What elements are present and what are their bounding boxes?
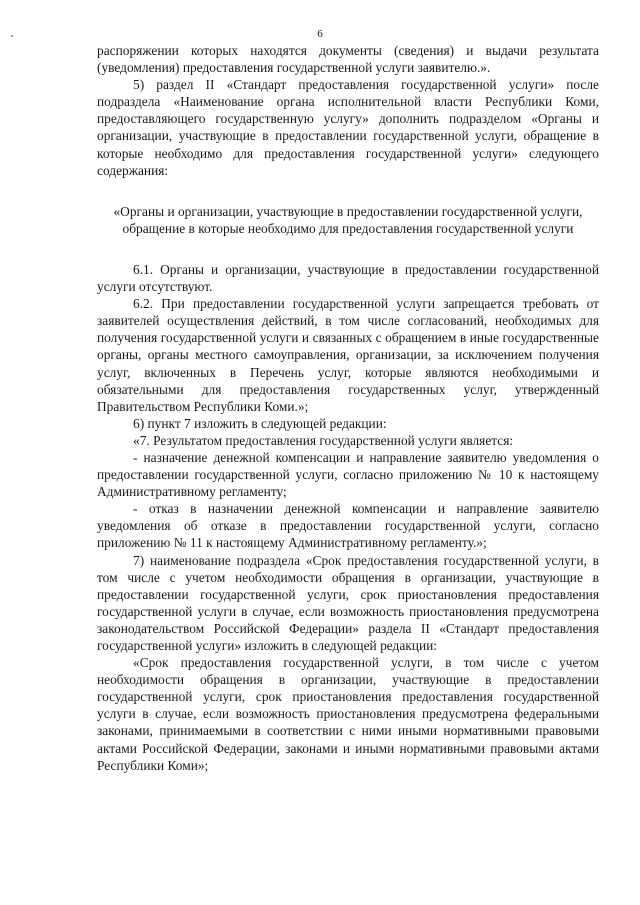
paragraph-item-5: 5) раздел II «Стандарт предоставления государственной услуги» после подраздела «Наименование органа исполнительной власти Республики Коми, предоставляющего государственную услугу» дополнить подразделом «Органы и организации, участвующие в предоставлении государственной услуги, обращение в которые необходимо для предоставления государственной услуги» следующего содержания:	[97, 77, 599, 178]
document-body	[97, 42, 599, 774]
paragraph-continuation: распоряжении которых находятся документы (сведения) и выдачи результата (уведомления) предоставления государственной услуги заявителю.».	[97, 43, 599, 76]
paragraph-result-refusal: - отказ в назначении денежной компенсации и направление заявителю уведомления об отказе в предоставлении государственной услуги, согласно приложению № 11 к настоящему Административному регламенту.»;	[97, 501, 599, 551]
paragraph-new-title: «Срок предоставления государственной услуги, в том числе с учетом необходимости обращения в организации, участвующие в предоставлении государственной услуги, срок приостановления предоставления государственной услуги в случае, если возможность приостановления предусмотрена федеральными законами, принимаемыми в соответствии с ними иными нормативными правовыми актами Российской Федерации, законами и иными нормативными правовыми актами Республики Коми»;	[97, 655, 599, 773]
paragraph-6-1: 6.1. Органы и организации, участвующие в предоставлении государственной услуги отсутствуют.	[97, 261, 599, 295]
paragraph-result-grant: - назначение денежной компенсации и направление заявителю уведомления о предоставлении государственной услуги, согласно приложению № 10 к настоящему Административному регламенту;	[97, 449, 599, 500]
paragraph-item-7: 7) наименование подраздела «Срок предоставления государственной услуги, в том числе с учетом необходимости обращения в организации, участвующие в предоставлении государственной услуги, срок приостановления предоставления государственной услуги в случае, если возможность приостановления предусмотрена законодательством Российской Федерации» раздела II «Стандарт предоставления государственной услуги» изложить в следующей редакции:	[97, 552, 599, 653]
paragraph-6-2: 6.2. При предоставлении государственной услуги запрещается требовать от заявителей осуществления действий, в том числе согласований, необходимых для получения государственной услуги и связанных с обращением в иные государственные органы, органы местного самоуправления, организации, за исключением получения услуг, включенных в Перечень услуг, которые являются необходимыми и обязательными для предоставления государственных услуг, утвержденный Правительством Республики Коми.»;	[97, 296, 599, 414]
paragraph-7-result: «7. Результатом предоставления государственной услуги является:	[133, 432, 514, 448]
section-heading: «Органы и организации, участвующие в предоставлении государственной услуги, обращение в которые необходимо для предоставления государственной услуги	[113, 203, 583, 236]
paragraph-item-6: 6) пункт 7 изложить в следующей редакции:	[133, 415, 387, 431]
page-number: 6	[317, 28, 323, 40]
